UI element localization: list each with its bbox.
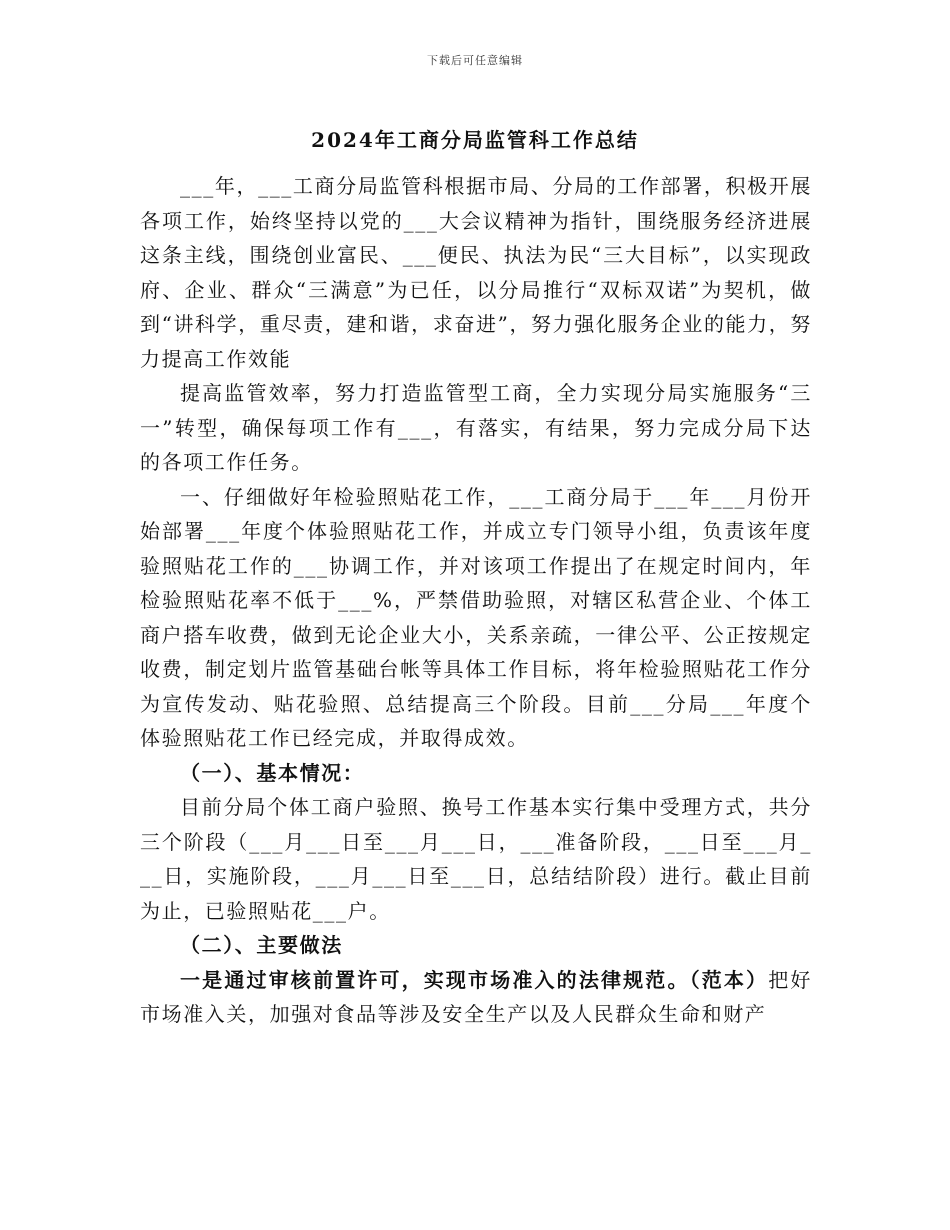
market-access-text: 把好市场准入关，加强对食品等涉及安全生产以及人民群众生命和财产 [140,967,813,1026]
paragraph-basic-situation: 目前分局个体工商户验照、换号工作基本实行集中受理方式，共分三个阶段（___月___日至___月___日，___准备阶段，___日至___月___日，实施阶段，___月___日至___日，总结结阶段）进行。截止目前为止，已验照贴花___户。 [140,795,812,923]
paragraph-efficiency: 提高监管效率，努力打造监管型工商，全力实现分局实施服务“三一”转型，确保每项工作有___，有落实，有结果，努力完成分局下达的各项工作任务。 [140,381,812,474]
market-access-lead: 一是通过审核前置许可，实现市场准入的法律规范。（范本） [180,967,769,992]
paragraph-market-access [140,963,812,1032]
paragraph-annual-inspection: 一、仔细做好年检验照贴花工作，___工商分局于___年___月份开始部署___年度个体验照贴花工作，并成立专门领导小组，负责该年度验照贴花工作的___协调工作，并对该项工作提出了在规定时间内，年检验照贴花率不低于___%，严禁借助验照，对辖区私营企业、个体工商户搭车收费，做到无论企业大小，关系亲疏，一律公平、公正按规定收费，制定划片监管基础台帐等具体工作目标，将年检验照贴花工作分为宣传发动、贴花验照、总结提高三个阶段。目前___分局___年度个体验照贴花工作已经完成，并取得成效。 [140,484,812,750]
paragraph-intro: ___年，___工商分局监管科根据市局、分局的工作部署，积极开展各项工作，始终坚持以党的___大会议精神为指针，围绕服务经济进展这条主线，围绕创业富民、___便民、执法为民“三大目标”，以实现政府、企业、群众“三满意”为已任，以分局推行“双标双诺”为契机，做到“讲科学，重尽责，建和谐，求奋进”，努力强化服务企业的能力，努力提高工作效能 [140,174,812,371]
document-title: 2024年工商分局监管科工作总结 [311,128,639,152]
header-note: 下载后可任意编辑 [427,54,523,67]
heading-main-practices: （二）、主要做法 [180,933,343,957]
heading-basic-situation: （一）、基本情况： [180,760,365,785]
document-body [140,169,812,1032]
